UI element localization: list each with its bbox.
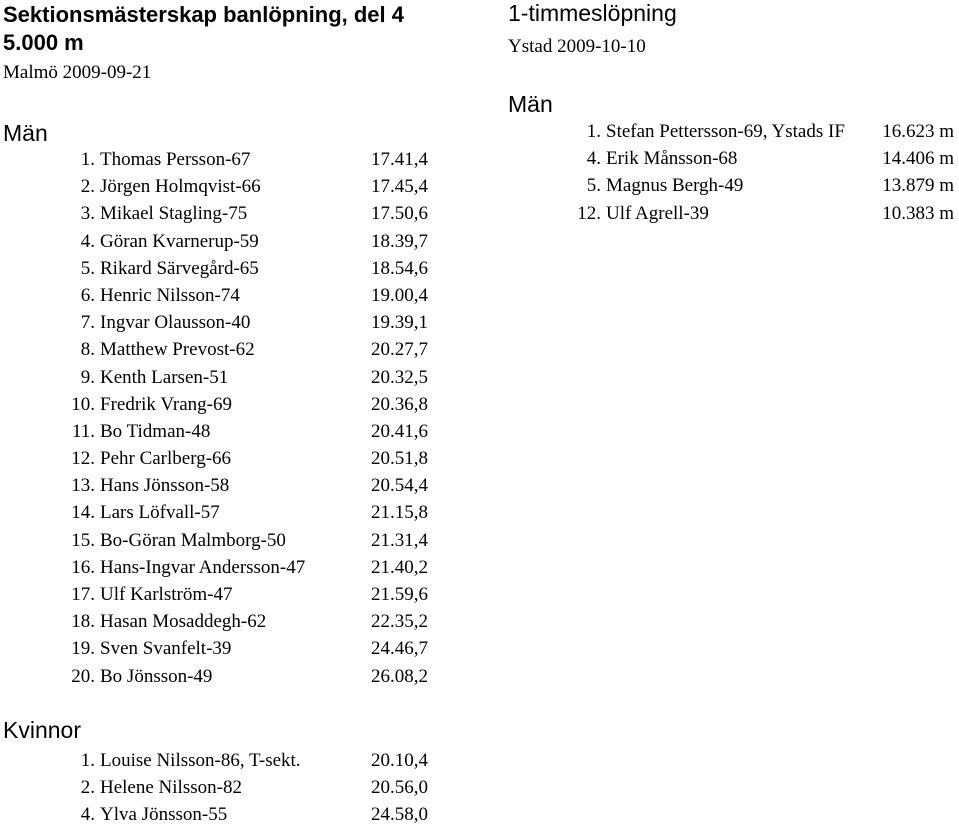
result-rank: 18. xyxy=(71,611,95,633)
result-name: Hans-Ingvar Andersson-47 xyxy=(100,556,306,578)
result-name: Ulf Karlström-47 xyxy=(100,584,233,605)
result-time: 20.51,8 xyxy=(371,448,428,470)
result-distance: 13.879 m xyxy=(882,175,954,197)
result-row xyxy=(0,364,460,391)
result-rank: 4. xyxy=(80,804,95,826)
result-name: Kenth Larsen-51 xyxy=(100,366,229,388)
result-rank: 12. xyxy=(577,202,601,224)
left-women-heading: Kvinnor xyxy=(3,717,81,743)
result-row xyxy=(0,118,959,145)
left-men-results xyxy=(0,146,460,690)
left-title-line1: Sektionsmästerskap banlöpning, del 4 xyxy=(3,2,404,27)
result-rank: 10. xyxy=(71,393,95,415)
result-rank: 1. xyxy=(80,750,95,771)
result-name: Stefan Pettersson-69, Ystads IF xyxy=(606,121,845,142)
result-row xyxy=(0,635,460,662)
result-rank: 8. xyxy=(80,339,95,361)
result-rank: 3. xyxy=(80,203,95,225)
result-rank: 1. xyxy=(586,121,601,142)
result-distance: 10.383 m xyxy=(882,202,954,224)
result-name: Hans Jönsson-58 xyxy=(100,475,230,497)
result-row xyxy=(0,608,460,635)
result-time: 26.08,2 xyxy=(371,665,428,687)
result-time: 22.35,2 xyxy=(371,611,428,633)
left-place-date: Malmö 2009-09-21 xyxy=(3,62,152,83)
result-row xyxy=(0,145,959,172)
result-rank: 4. xyxy=(80,230,95,252)
result-name: Ulf Agrell-39 xyxy=(606,202,709,224)
result-row xyxy=(0,336,460,363)
result-row xyxy=(0,663,460,690)
result-name: Erik Månsson-68 xyxy=(606,148,738,170)
result-name: Magnus Bergh-49 xyxy=(606,175,744,197)
result-time: 20.41,6 xyxy=(371,420,428,442)
result-time: 18.39,7 xyxy=(371,230,428,252)
left-women-results xyxy=(0,747,460,829)
result-rank: 13. xyxy=(71,475,95,497)
result-name: Bo-Göran Malmborg-50 xyxy=(100,529,286,551)
result-row xyxy=(0,554,460,581)
result-name: Matthew Prevost-62 xyxy=(100,339,255,361)
result-row xyxy=(0,200,959,227)
result-row xyxy=(0,282,460,309)
result-rank: 11. xyxy=(71,420,95,442)
result-row xyxy=(0,445,460,472)
result-rank: 4. xyxy=(586,148,601,170)
result-time: 20.36,8 xyxy=(371,393,428,415)
result-name: Bo Tidman-48 xyxy=(100,420,211,442)
result-time: 20.56,0 xyxy=(371,777,428,799)
right-men-results xyxy=(0,118,959,227)
result-time: 20.10,4 xyxy=(371,750,428,771)
right-men-heading: Män xyxy=(508,91,553,117)
result-rank: 7. xyxy=(80,312,95,334)
result-time: 21.40,2 xyxy=(371,556,428,578)
result-rank: 9. xyxy=(80,366,95,388)
result-name: Lars Löfvall-57 xyxy=(100,502,220,524)
result-row xyxy=(0,418,460,445)
result-time: 17.45,4 xyxy=(371,176,428,198)
result-name: Göran Kvarnerup-59 xyxy=(100,230,259,252)
result-time: 20.32,5 xyxy=(371,366,428,388)
result-rank: 15. xyxy=(71,529,95,551)
result-rank: 2. xyxy=(80,176,95,198)
result-row xyxy=(0,228,460,255)
result-rank: 12. xyxy=(71,448,95,470)
result-name: Bo Jönsson-49 xyxy=(100,665,213,687)
result-rank: 2. xyxy=(80,777,95,799)
result-time: 20.54,4 xyxy=(371,475,428,497)
result-name: Mikael Stagling-75 xyxy=(100,203,248,225)
result-name: Hasan Mosaddegh-62 xyxy=(100,611,267,633)
right-place-date: Ystad 2009-10-10 xyxy=(508,36,646,57)
result-time: 17.50,6 xyxy=(371,203,428,225)
result-row xyxy=(0,581,460,608)
result-rank: 14. xyxy=(71,502,95,524)
result-time: 19.00,4 xyxy=(371,284,428,306)
result-distance: 14.406 m xyxy=(882,148,954,170)
result-name: Rikard Särvegård-65 xyxy=(100,257,259,279)
result-row xyxy=(0,801,460,828)
result-rank: 6. xyxy=(80,284,95,306)
result-time: 21.59,6 xyxy=(371,584,428,605)
result-row xyxy=(0,309,460,336)
result-time: 18.54,6 xyxy=(371,257,428,279)
result-row xyxy=(0,255,460,282)
result-name: Henric Nilsson-74 xyxy=(100,284,240,306)
result-row xyxy=(0,391,460,418)
result-time: 21.31,4 xyxy=(371,529,428,551)
result-name: Jörgen Holmqvist-66 xyxy=(100,176,261,198)
result-row xyxy=(0,472,460,499)
left-men-heading: Män xyxy=(3,120,48,146)
result-time: 24.46,7 xyxy=(371,638,428,660)
result-row xyxy=(0,499,460,526)
result-time: 17.41,4 xyxy=(371,149,428,170)
result-row xyxy=(0,527,460,554)
result-rank: 5. xyxy=(586,175,601,197)
result-time: 21.15,8 xyxy=(371,502,428,524)
result-name: Helene Nilsson-82 xyxy=(100,777,242,799)
result-time: 20.27,7 xyxy=(371,339,428,361)
result-name: Thomas Persson-67 xyxy=(100,149,251,170)
result-name: Ingvar Olausson-40 xyxy=(100,312,251,334)
right-title: 1-timmeslöpning xyxy=(508,0,677,26)
result-row xyxy=(0,172,959,199)
result-rank: 5. xyxy=(80,257,95,279)
result-name: Fredrik Vrang-69 xyxy=(100,393,233,415)
result-rank: 16. xyxy=(71,556,95,578)
result-name: Louise Nilsson-86, T-sekt. xyxy=(100,750,301,771)
result-name: Sven Svanfelt-39 xyxy=(100,638,232,660)
result-rank: 1. xyxy=(80,149,95,170)
result-time: 19.39,1 xyxy=(371,312,428,334)
result-name: Pehr Carlberg-66 xyxy=(100,448,232,470)
result-name: Ylva Jönsson-55 xyxy=(100,804,228,826)
result-rank: 17. xyxy=(71,584,95,605)
result-time: 24.58,0 xyxy=(371,804,428,826)
result-row xyxy=(0,747,460,774)
result-row xyxy=(0,774,460,801)
result-rank: 19. xyxy=(71,638,95,660)
result-distance: 16.623 m xyxy=(882,121,954,142)
result-rank: 20. xyxy=(71,665,95,687)
left-title-line2: 5.000 m xyxy=(3,30,84,55)
